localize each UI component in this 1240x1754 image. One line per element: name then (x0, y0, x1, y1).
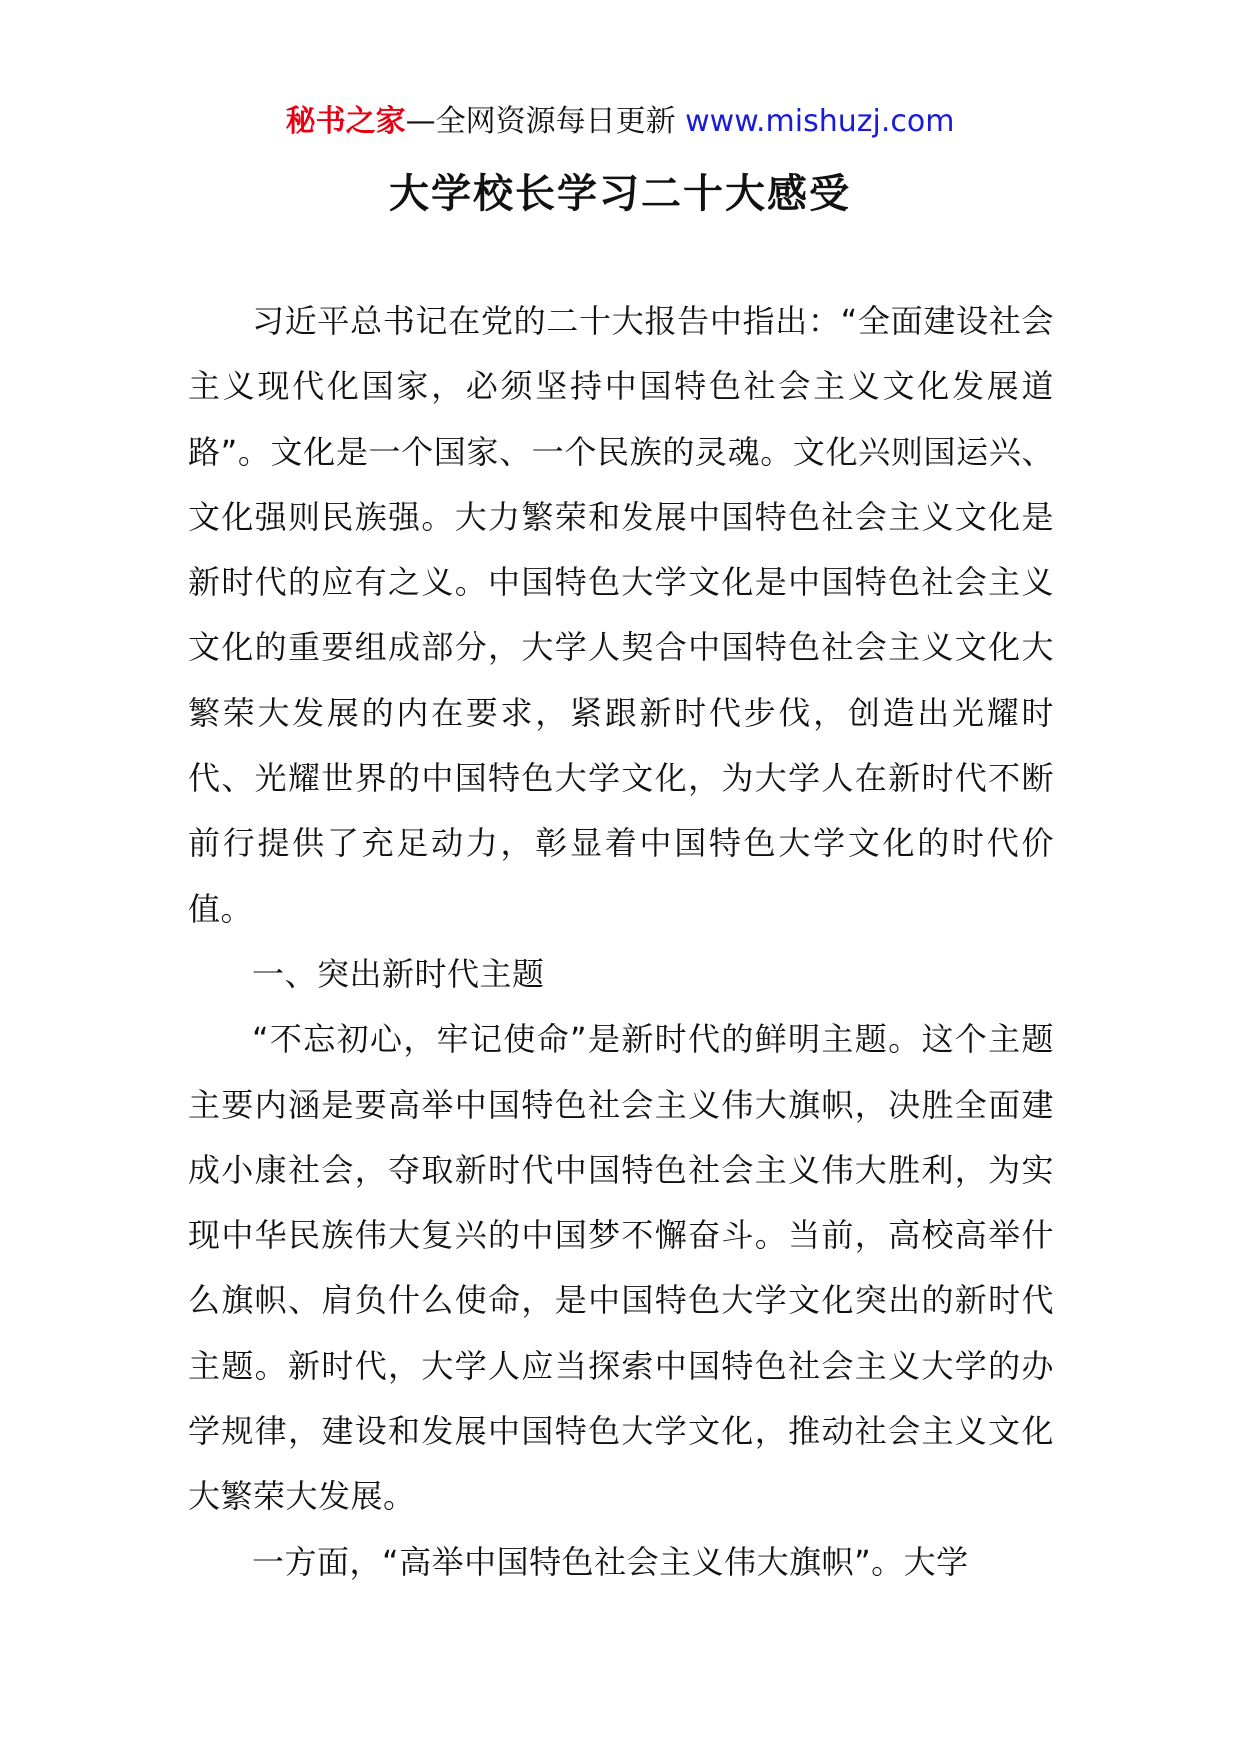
document-body (188, 289, 1054, 1595)
document-title: 大学校长学习二十大感受 (389, 171, 851, 217)
site-url-link[interactable]: www.mishuzj.com (685, 104, 955, 139)
paragraph-one-hand: 一方面，“高举中国特色社会主义伟大旗帜”。大学 (252, 1542, 969, 1581)
site-header (0, 100, 1240, 144)
site-brand: 秘书之家 (285, 104, 406, 139)
paragraph-intro: 习近平总书记在党的二十大报告中指出：“全面建设社会主义现代化国家，必须坚持中国特色社会主义文化发展道路”。文化是一个国家、一个民族的灵魂。文化兴则国运兴、文化强则民族强。大力繁荣和发展中国特色社会主义文化是新时代的应有之义。中国特色大学文化是中国特色社会主义文化的重要组成部分，大学人契合中国特色社会主义文化大繁荣大发展的内在要求，紧跟新时代步伐，创造出光耀时代、光耀世界的中国特色大学文化，为大学人在新时代不断前行提供了充足动力，彰显着中国特色大学文化的时代价值。 (188, 302, 1054, 928)
section-heading-1: 一、突出新时代主题 (252, 954, 545, 993)
paragraph-theme: “不忘初心，牢记使命”是新时代的鲜明主题。这个主题主要内涵是要高举中国特色社会主义伟大旗帜，决胜全面建成小康社会，夺取新时代中国特色社会主义伟大胜利，为实现中华民族伟大复兴的中国梦不懈奋斗。当前，高校高举什么旗帜、肩负什么使命，是中国特色大学文化突出的新时代主题。新时代，大学人应当探索中国特色社会主义大学的办学规律，建设和发展中国特色大学文化，推动社会主义文化大繁荣大发展。 (188, 1020, 1054, 1516)
site-slogan: —全网资源每日更新 (405, 104, 686, 139)
